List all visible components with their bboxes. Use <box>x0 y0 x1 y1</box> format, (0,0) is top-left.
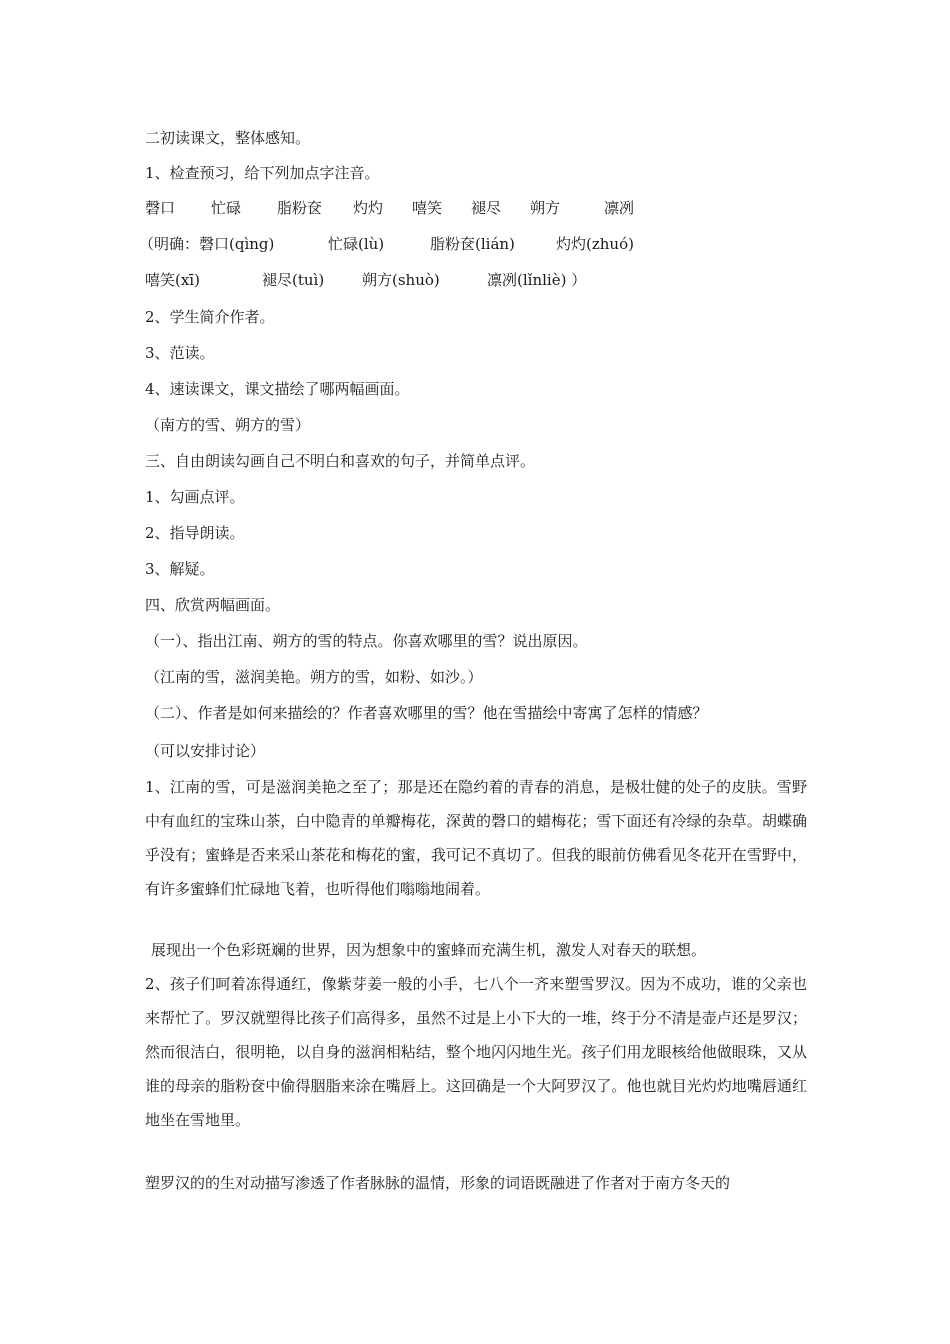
word-list <box>145 198 845 218</box>
task-1: 1、检查预习，给下列加点字注音。 <box>145 164 380 182</box>
step-3: 3、解疑。 <box>145 560 215 578</box>
answer-item: 灼灼(zhuó) <box>556 235 634 253</box>
word-item: 嘻笑 <box>412 199 443 217</box>
quote-paragraph-2: 2、孩子们呵着冻得通红，像紫芽姜一般的小手，七八个一齐来塑雪罗汉。因为不成功，谁的父亲也来帮忙了。罗汉就塑得比孩子们高得多，虽然不过是上小下大的一堆，终于分不清是壶卢还是罗汉；然而很洁白，很明艳，以自身的滋润相粘结，整个地闪闪地生光。孩子们用龙眼核给他做眼珠，又从谁的母亲的脂粉奁中偷得胭脂来涂在嘴唇上。这回确是一个大阿罗汉了。他也就目光灼灼地嘴唇通红地坐在雪地里。 <box>145 975 807 1129</box>
task-4: 4、速读课文，课文描绘了哪两幅画面。 <box>145 380 410 398</box>
task-3: 3、范读。 <box>145 344 215 362</box>
answer-item: 脂粉奁(lián) <box>430 235 515 253</box>
answer-row-1 <box>139 234 845 254</box>
word-item: 磬口 <box>145 199 176 217</box>
answer-item: 嘻笑(xī) <box>145 271 200 289</box>
discussion-note: （可以安排讨论） <box>145 742 266 760</box>
answer-item: 朔方(shuò) <box>362 271 440 289</box>
section-heading-4: 四、欣赏两幅画面。 <box>145 596 281 614</box>
answer-row-2 <box>145 270 845 290</box>
answer-item: 凛冽(lǐnliè) ） <box>487 271 587 289</box>
section-heading-2: 二初读课文，整体感知。 <box>145 129 311 147</box>
word-item: 忙碌 <box>211 199 242 217</box>
word-item: 褪尽 <box>471 199 502 217</box>
quote-paragraph-1: 1、江南的雪，可是滋润美艳之至了；那是还在隐约着的青春的消息，是极壮健的处子的皮肤。雪野中有血红的宝珠山茶，白中隐青的单瓣梅花，深黄的磬口的蜡梅花；雪下面还有冷绿的杂草。胡蝶确乎没有；蜜蜂是否来采山茶花和梅花的蜜，我可记不真切了。但我的眼前仿佛看见冬花开在雪野中，有许多蜜蜂们忙碌地飞着，也听得他们嗡嗡地闹着。 <box>145 778 807 898</box>
answer-item: （明确：磬口(qìng) <box>139 235 275 253</box>
step-1: 1、勾画点评。 <box>145 488 245 506</box>
quote-2-comment: 塑罗汉的的生对动描写渗透了作者脉脉的温情，形象的词语既融进了作者对于南方冬天的 <box>145 1174 731 1192</box>
section-heading-3: 三、自由朗读勾画自己不明白和喜欢的句子，并简单点评。 <box>145 452 536 470</box>
question-2: （二）、作者是如何来描绘的？作者喜欢哪里的雪？他在雪描绘中寄寓了怎样的情感？ <box>145 704 708 722</box>
question-1-answer: （江南的雪，滋润美艳。朔方的雪，如粉、如沙。） <box>145 668 483 686</box>
question-1: （一）、指出江南、朔方的雪的特点。你喜欢哪里的雪？说出原因。 <box>145 632 588 650</box>
word-item: 灼灼 <box>353 199 384 217</box>
task-2: 2、学生简介作者。 <box>145 308 275 326</box>
quote-1-comment: 展现出一个色彩斑斓的世界，因为想象中的蜜蜂而充满生机，激发人对春天的联想。 <box>151 941 707 959</box>
answer-item: 褪尽(tuì) <box>262 271 325 289</box>
word-item: 凛冽 <box>604 199 635 217</box>
task-4-answer: （南方的雪、朔方的雪） <box>145 416 311 434</box>
answer-item: 忙碌(lù) <box>328 235 385 253</box>
word-item: 朔方 <box>530 199 561 217</box>
step-2: 2、指导朗读。 <box>145 524 245 542</box>
word-item: 脂粉奁 <box>277 199 323 217</box>
